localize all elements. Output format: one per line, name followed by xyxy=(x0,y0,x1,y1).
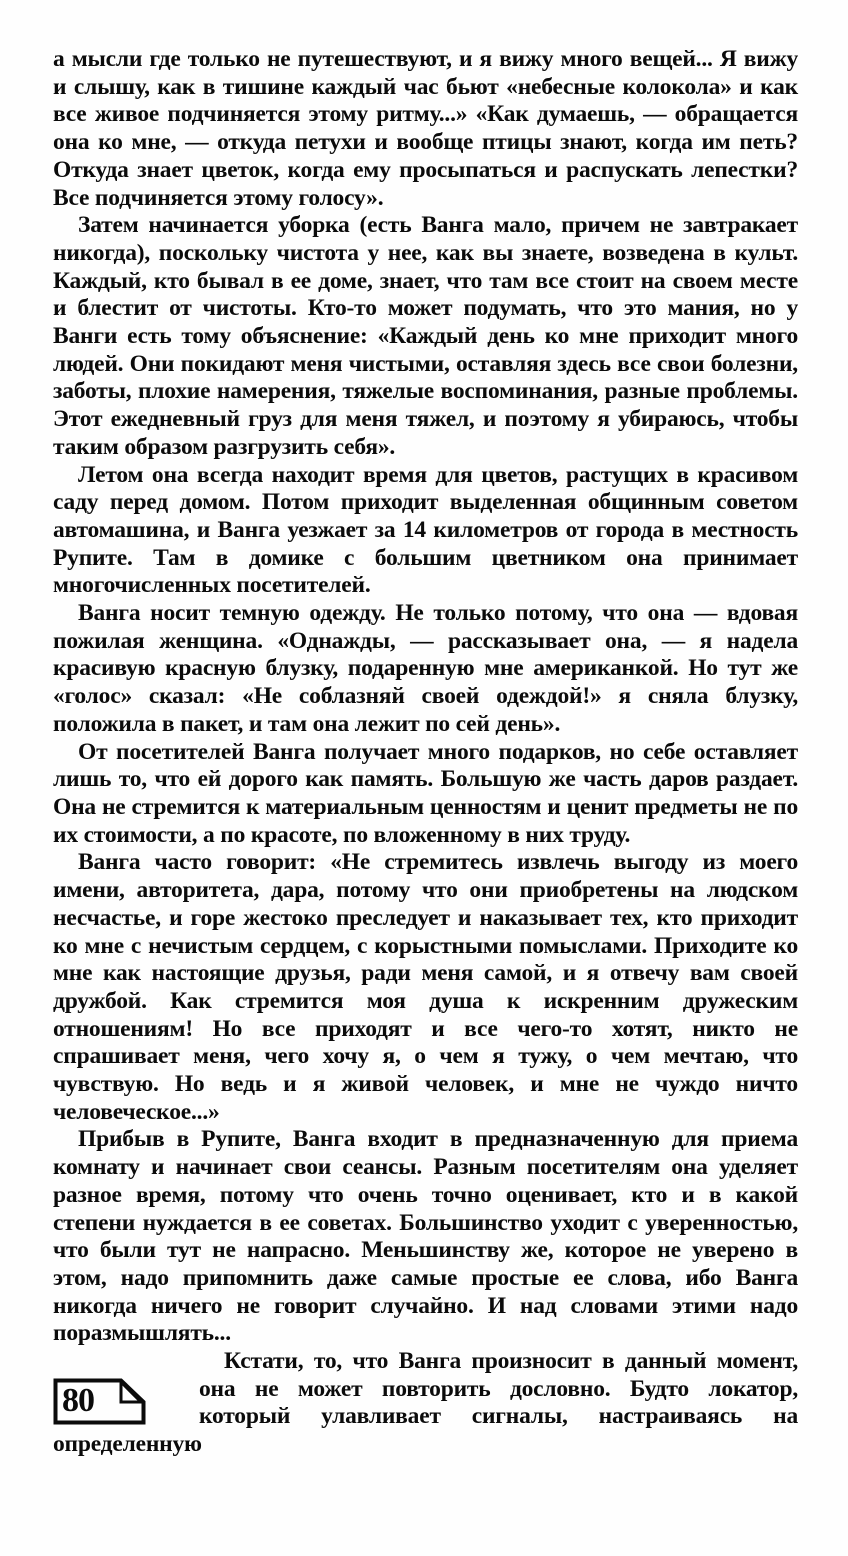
paragraph-2: Затем начинается уборка (есть Ванга мало, причем не завтракает никогда), поскольку чистота у нее, как вы знаете, возведена в культ. Каждый, кто бывал в ее доме, знает, что там все стоит на своем месте и блестит от чистоты. Кто-то может подумать, что это мания, но у Ванги есть тому объяснение: «Каждый день ко мне приходит много людей. Они покидают меня чистыми, оставляя здесь все свои болезни, заботы, плохие намерения, тяжелые воспоминания, разные проблемы. Этот ежедневный груз для меня тяжел, и поэтому я убираюсь, чтобы таким образом разгрузить себя». xyxy=(53,212,798,460)
page-number-badge xyxy=(53,1378,146,1425)
paragraph-8-text: Кстати, то, что Ванга произносит в данный момент, она не может повторить дословно. Будто локатор, который улавливает сигналы, настраиваясь на определенную xyxy=(53,1348,798,1458)
paragraph-3: Летом она всегда находит время для цветов, растущих в красивом саду перед домом. Потом приходит выделенная общинным советом автомашина, и Ванга уезжает за 14 километров от города в местность Рупите. Там в домике с большим цветником она принимает многочисленных посетителей. xyxy=(53,461,798,599)
paragraph-1: а мысли где только не путешествуют, и я вижу много вещей... Я вижу и слышу, как в тишине каждый час бьют «небесные колокола» и как все живое подчиняется этому ритму...» «Как думаешь, — обращается она ко мне, — откуда петухи и вообще птицы знают, когда им петь? Откуда знает цветок, когда ему просыпаться и распускать лепестки? Все подчиняется этому голосу». xyxy=(53,46,798,211)
page-number: 80 xyxy=(62,1382,94,1420)
paragraph-5: От посетителей Ванга получает много подарков, но себе оставляет лишь то, что ей дорого как память. Большую же часть даров раздает. Она не стремится к материальным ценностям и ценит предметы не по их стоимости, а по красоте, по вложенному в них труду. xyxy=(53,738,798,848)
paragraph-7: Прибыв в Рупите, Ванга входит в предназначенную для приема комнату и начинает свои сеансы. Разным посетителям она уделяет разное время, потому что очень точно оценивает, кто и в какой степени нуждается в ее советах. Большинство уходит с уверенностью, что были тут не напрасно. Меньшинству же, которое не уверено в этом, надо припомнить даже самые простые ее слова, ибо Ванга никогда ничего не говорит случайно. И над словами этими надо поразмышлять... xyxy=(53,1126,798,1347)
paragraph-8 xyxy=(53,1348,798,1459)
paragraph-6: Ванга часто говорит: «Не стремитесь извлечь выгоду из моего имени, авторитета, дара, потому что они приобретены на людском несчастье, и горе жестоко преследует и наказывает тех, кто приходит ко мне с нечистым сердцем, с корыстными помыслами. Приходите ко мне как настоящие друзья, ради меня самой, и я отвечу вам своей дружбой. Как стремится моя душа к искренним дружеским отношениям! Но все приходят и все чего-то хотят, никто не спрашивает меня, чего хочу я, о чем я тужу, о чем мечтаю, что чувствую. Но ведь и я живой человек, и мне не чуждо ничто человеческое...» xyxy=(53,849,798,1125)
paragraph-4: Ванга носит темную одежду. Не только потому, что она — вдовая пожилая женщина. «Однажды, — рассказывает она, — я надела красивую красную блузку, подаренную мне американкой. Но тут же «голос» сказал: «Не соблазняй своей одеждой!» я сняла блузку, положила в пакет, и там она лежит по сей день». xyxy=(53,600,798,737)
